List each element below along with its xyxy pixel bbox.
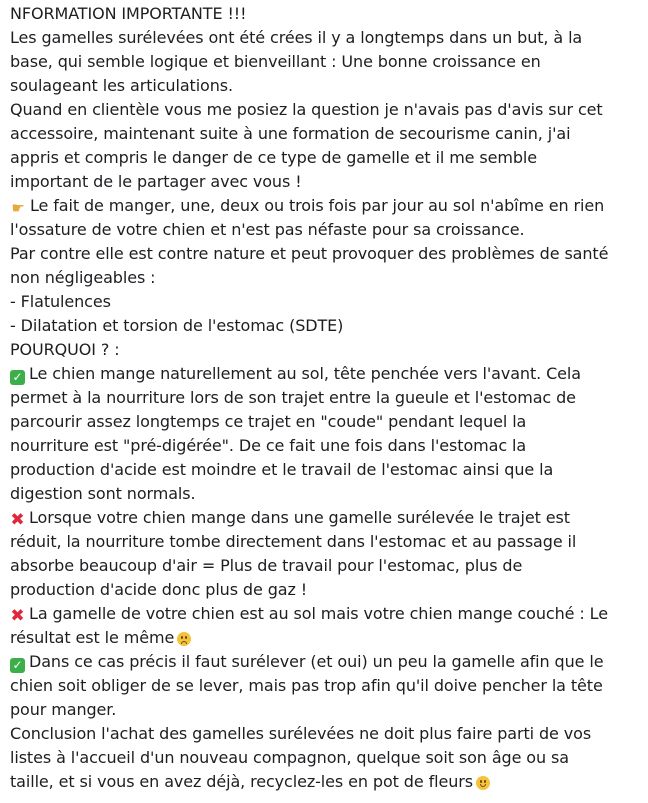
- post-line-text: base, qui semble logique et bienveillant : Une bonne croissance en: [10, 52, 541, 71]
- post-line-text: nourriture est "pré-digérée". De ce fait une fois dans l'estomac la: [10, 436, 527, 455]
- post-line-text: accessoire, maintenant suite à une formation de secourisme canin, j'ai: [10, 124, 571, 143]
- post-line-text: Lorsque votre chien mange dans une gamelle surélevée le trajet est: [29, 508, 570, 527]
- post-line-text: l'ossature de votre chien et n'est pas néfaste pour sa croissance.: [10, 220, 525, 239]
- post-line-text: parcourir assez longtemps ce trajet en "coude" pendant lequel la: [10, 412, 527, 431]
- post-line-text: réduit, la nourriture tombe directement dans l'estomac et au passage il: [10, 532, 577, 551]
- post-line: [10, 554, 648, 578]
- post-line: [10, 26, 648, 50]
- post-line-text: Quand en clientèle vous me posiez la question je n'avais pas d'avis sur cet: [10, 100, 603, 119]
- post-line-text: résultat est le même: [10, 628, 175, 647]
- post-line-text: digestion sont normals.: [10, 484, 196, 503]
- post-line-text: Conclusion l'achat des gamelles surélevées ne doit plus faire parti de vos: [10, 724, 592, 743]
- post-line: [10, 626, 648, 650]
- post-line: [10, 50, 648, 74]
- post-line-text: pour manger.: [10, 700, 117, 719]
- cross-mark-icon: ✖: [10, 510, 25, 530]
- post-line-text: Le chien mange naturellement au sol, tête penchée vers l'avant. Cela: [29, 364, 581, 383]
- post-line: [10, 674, 648, 698]
- post-line-text: Dans ce cas précis il faut surélever (et oui) un peu la gamelle afin que le: [29, 652, 604, 671]
- post-line-text: - Flatulences: [10, 292, 111, 311]
- post-line: [10, 722, 648, 746]
- post-line: [10, 314, 648, 338]
- post-line-text: Les gamelles surélevées ont été crées il y a longtemps dans un but, à la: [10, 28, 583, 47]
- post-line: [10, 98, 648, 122]
- post-line-text: production d'acide est moindre et le travail de l'estomac ainsi que la: [10, 460, 554, 479]
- post-line: [10, 482, 648, 506]
- post-line: [10, 122, 648, 146]
- check-mark-icon: ✓: [10, 658, 25, 673]
- post-line-text: listes à l'accueil d'un nouveau compagnon, quelque soit son âge ou sa: [10, 748, 569, 767]
- post-line-text: Par contre elle est contre nature et peut provoquer des problèmes de santé: [10, 244, 609, 263]
- post-line-text: La gamelle de votre chien est au sol mais votre chien mange couché : Le: [29, 604, 608, 623]
- post-line-text: production d'acide donc plus de gaz !: [10, 580, 308, 599]
- post-line: [10, 698, 648, 722]
- post-line-text: important de le partager avec vous !: [10, 172, 302, 191]
- post-line: [10, 770, 648, 794]
- post-line-text: - Dilatation et torsion de l'estomac (SDTE): [10, 316, 344, 335]
- post-line-text: taille, et si vous en avez déjà, recyclez-les en pot de fleurs: [10, 772, 473, 791]
- post-line: [10, 290, 648, 314]
- post-line: [10, 602, 648, 626]
- check-mark-icon: ✓: [10, 370, 25, 385]
- post-line: [10, 746, 648, 770]
- post-line: [10, 194, 648, 218]
- post-line-text: soulageant les articulations.: [10, 76, 233, 95]
- wink-face-icon: [476, 776, 490, 790]
- cross-mark-icon: ✖: [10, 606, 25, 626]
- post-line: [10, 218, 648, 242]
- post-line: [10, 362, 648, 386]
- post-line: [10, 338, 648, 362]
- post-line: [10, 530, 648, 554]
- post-line: [10, 458, 648, 482]
- post-line: [10, 2, 648, 26]
- post-line: [10, 650, 648, 674]
- post-line: [10, 410, 648, 434]
- post-line: [10, 170, 648, 194]
- post-line-text: chien soit obliger de se lever, mais pas trop afin qu'il doive pencher la tête: [10, 676, 603, 695]
- post-line-text: POURQUOI ? :: [10, 340, 120, 359]
- post-line-text: NFORMATION IMPORTANTE !!!: [10, 4, 247, 23]
- sad-face-icon: [177, 632, 191, 646]
- post-line-text: appris et compris le danger de ce type de gamelle et il me semble: [10, 148, 538, 167]
- post-line: [10, 242, 648, 266]
- post-line: [10, 386, 648, 410]
- post-line-text: permet à la nourriture lors de son trajet entre la gueule et l'estomac de: [10, 388, 576, 407]
- post-line-text: Le fait de manger, une, deux ou trois fois par jour au sol n'abîme en rien: [30, 196, 605, 215]
- post-line: [10, 434, 648, 458]
- post-line: [10, 74, 648, 98]
- post-line-text: non négligeables :: [10, 268, 156, 287]
- post-line-text: absorbe beaucoup d'air = Plus de travail pour l'estomac, plus de: [10, 556, 523, 575]
- post-line: [10, 578, 648, 602]
- post-line: [10, 506, 648, 530]
- post-line: [10, 266, 648, 290]
- post-line: [10, 146, 648, 170]
- point-right-icon: ☛: [11, 199, 25, 217]
